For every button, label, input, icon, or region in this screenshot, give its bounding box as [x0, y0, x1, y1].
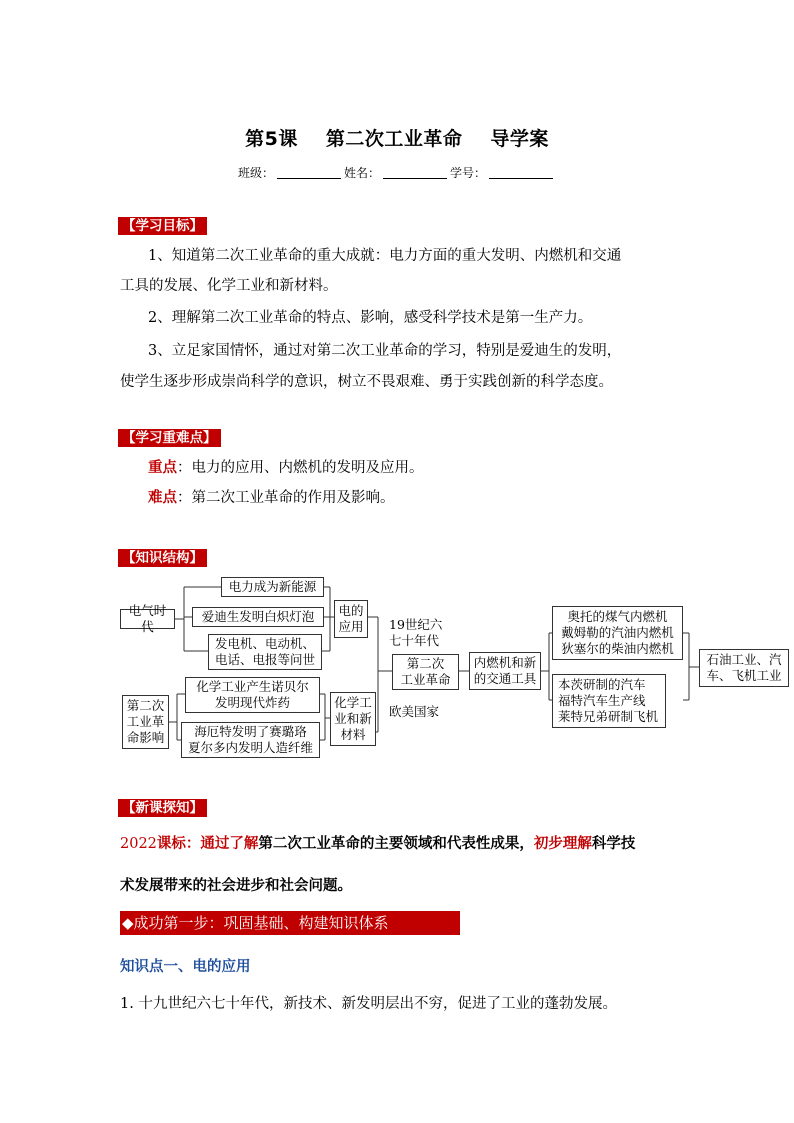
knowledge-point-1-heading: 知识点一、电的应用: [120, 959, 251, 975]
paragraph-1: 1. 十九世纪六七十年代，新技术、新发明层出不穷，促进了工业的蓬勃发展。: [120, 996, 617, 1012]
objective-3-line-2: 使学生逐步形成崇尚科学的意识，树立不畏艰难、勇于实践创新的科学态度。: [120, 374, 613, 390]
elec-app-line-1: 电的: [338, 603, 364, 618]
node-engine-transport: [469, 652, 541, 690]
hard-label: 难点: [148, 489, 177, 506]
step-one-banner: ◆成功第一步：巩固基础、构建知识体系: [120, 911, 460, 935]
objective-1-line-1: 1、知道第二次工业革命的重大成就：电力方面的重大发明、内燃机和交通: [148, 248, 622, 264]
node-fibers: [181, 722, 320, 758]
key-text: ：电力的应用、内燃机的发明及应用。: [177, 460, 424, 476]
objective-1-line-2: 工具的发展、化学工业和新材料。: [120, 278, 338, 294]
objectives-tag: 【学习目标】: [118, 217, 207, 235]
fibers-line-2: 夏尔多内发明人造纤维: [187, 740, 313, 755]
engines-line-2: 戴姆勒的汽油内燃机: [561, 625, 674, 640]
node-industries: [699, 649, 789, 687]
standard-red-1: 通过了解: [200, 836, 259, 852]
lesson-title: 第二次工业革命: [325, 128, 463, 150]
engine-transport-line-2: 的交通工具: [473, 671, 537, 686]
node-chemical-materials: [330, 692, 376, 746]
hard-text: ：第二次工业革命的作用及影响。: [177, 490, 395, 506]
key-points-tag: 【学习重难点】: [118, 429, 221, 447]
center-line-1: 第二次: [406, 656, 445, 671]
standard-text-2: 科学技: [591, 836, 636, 852]
curriculum-standard-line-1: [120, 832, 635, 853]
chem-line-3: 材料: [340, 727, 366, 742]
document-type: 导学案: [490, 128, 549, 150]
structure-tag: 【知识结构】: [118, 549, 207, 567]
standard-label: 课标：: [156, 836, 201, 852]
node-region: 欧美国家: [389, 704, 440, 719]
node-era: [389, 617, 442, 649]
era-line-2: 七十年代: [389, 633, 440, 648]
inventions-line-2: 电话、电报等问世: [214, 652, 315, 667]
node-inventions: [208, 634, 322, 670]
industries-line-2: 车、飞机工业: [706, 668, 782, 683]
node-engines: [552, 606, 683, 660]
industries-line-1: 石油工业、汽: [706, 652, 782, 667]
lesson-number: 第5课: [245, 128, 298, 150]
id-label: 学号：: [450, 166, 487, 180]
era-line-1: 19世纪六: [389, 617, 443, 632]
class-label: 班级：: [237, 166, 274, 180]
nobel-line-2: 发明现代炸药: [214, 695, 290, 710]
engines-line-3: 狄塞尔的柴油内燃机: [561, 641, 674, 656]
node-new-energy: 电力成为新能源: [221, 577, 324, 597]
engine-transport-line-1: 内燃机和新: [473, 655, 537, 670]
curriculum-standard-line-2: 术发展带来的社会进步和社会问题。: [120, 878, 352, 894]
vehicles-line-1: 本茨研制的汽车: [558, 677, 646, 692]
node-second-industrial-revolution: [392, 654, 459, 690]
objective-2: 2、理解第二次工业革命的特点、影响，感受科学技术是第一生产力。: [148, 310, 593, 326]
elec-app-line-2: 应用: [338, 619, 364, 634]
node-electricity-application: [334, 600, 368, 638]
fibers-line-1: 海厄特发明了赛璐珞: [194, 724, 307, 739]
vehicles-line-2: 福特汽车生产线: [558, 693, 646, 708]
impact-line-3: 命影响: [126, 730, 165, 745]
chem-line-2: 业和新: [334, 711, 372, 726]
standard-text-1: 第二次工业革命的主要领域和代表性成果，: [258, 836, 534, 852]
node-nobel: [185, 677, 320, 713]
impact-line-2: 工业革: [126, 714, 165, 729]
vehicles-line-3: 莱特兄弟研制飞机: [558, 709, 659, 724]
center-line-2: 工业革命: [400, 672, 451, 687]
chem-line-1: 化学工: [334, 695, 372, 710]
objective-3-line-1: 3、立足家国情怀，通过对第二次工业革命的学习，特别是爱迪生的发明，: [148, 343, 622, 359]
node-vehicles: [552, 674, 666, 728]
standard-year: 2022: [120, 836, 157, 852]
new-lesson-tag: 【新课探知】: [118, 799, 207, 817]
nobel-line-1: 化学工业产生诺贝尔: [196, 679, 309, 694]
name-label: 姓名：: [343, 166, 380, 180]
node-impact: [122, 695, 169, 749]
impact-line-1: 第二次: [126, 698, 165, 713]
node-electric-age: 电气时代: [120, 609, 175, 629]
inventions-line-1: 发电机、电动机、: [214, 636, 315, 651]
key-label: 重点: [148, 459, 177, 476]
node-edison: 爱迪生发明白炽灯泡: [192, 607, 324, 627]
standard-red-2: 初步理解: [533, 836, 592, 852]
engines-line-1: 奥托的煤气内燃机: [567, 609, 668, 624]
